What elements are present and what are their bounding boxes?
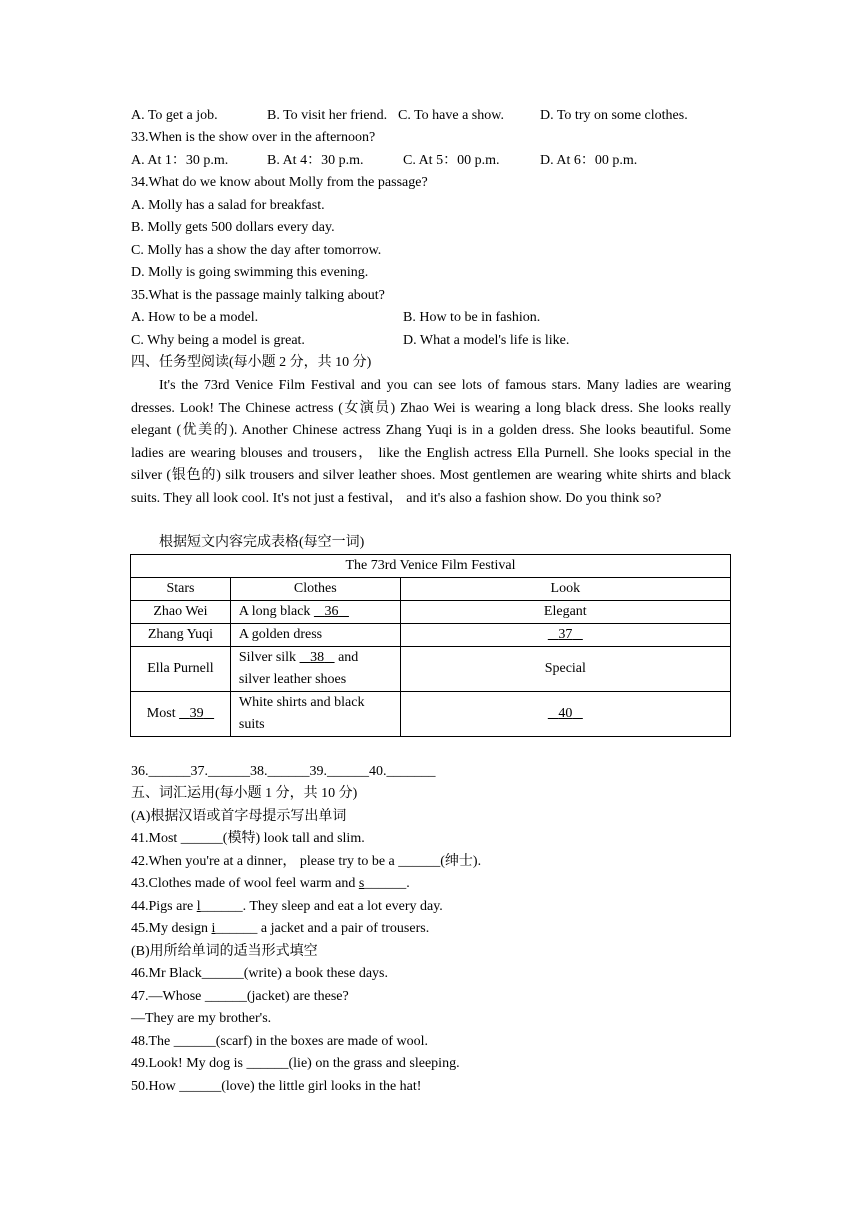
table-row bbox=[131, 601, 731, 624]
q33-stem: 33.When is the show over in the afternoon? bbox=[131, 130, 376, 145]
blank-40: 40 bbox=[558, 706, 573, 721]
blank-37: 37 bbox=[558, 627, 573, 642]
q47-reply: —They are my brother's. bbox=[131, 1011, 272, 1026]
q50: 50.How ______(love) the little girl looks in the hat! bbox=[131, 1079, 422, 1094]
q35-option-b: B. How to be in fashion. bbox=[403, 310, 541, 325]
q34-stem: 34.What do we know about Molly from the passage? bbox=[131, 175, 428, 190]
look-cell bbox=[400, 692, 730, 737]
q41: 41.Most ______(模特) look tall and slim. bbox=[131, 831, 365, 846]
q46: 46.Mr Black______(write) a book these days. bbox=[131, 966, 388, 981]
q32-option-a: A. To get a job. bbox=[131, 108, 218, 123]
q35-option-a: A. How to be a model. bbox=[131, 310, 259, 325]
q34-option-b: B. Molly gets 500 dollars every day. bbox=[131, 220, 335, 235]
q48: 48.The ______(scarf) in the boxes are made of wool. bbox=[131, 1034, 429, 1049]
star-cell: Zhao Wei bbox=[131, 601, 231, 624]
q43: 43.Clothes made of wool feel warm and s______. bbox=[131, 876, 410, 891]
header-clothes: Clothes bbox=[230, 578, 400, 601]
clothes-cell: Silver silk 38 and silver leather shoes bbox=[230, 647, 400, 692]
star-cell: Zhang Yuqi bbox=[131, 624, 231, 647]
reading-passage bbox=[131, 375, 731, 510]
table-header-row bbox=[131, 578, 731, 601]
q33-option-c: C. At 5：00 p.m. bbox=[403, 153, 500, 168]
star-cell: Most 39 bbox=[131, 692, 231, 737]
q32-option-c: C. To have a show. bbox=[398, 108, 504, 123]
festival-table bbox=[130, 554, 731, 737]
q47: 47.—Whose ______(jacket) are these? bbox=[131, 989, 349, 1004]
table-instruction: 根据短文内容完成表格(每空一词) bbox=[159, 535, 365, 550]
section4-heading: 四、任务型阅读(每小题 2 分，共 10 分) bbox=[131, 355, 372, 370]
q42: 42.When you're at a dinner， please try to be a ______(绅士). bbox=[131, 854, 482, 869]
header-stars: Stars bbox=[131, 578, 231, 601]
q44-hint: l bbox=[196, 899, 201, 914]
section5-part-b: (B)用所给单词的适当形式填空 bbox=[131, 944, 318, 959]
table-title: The 73rd Venice Film Festival bbox=[131, 555, 731, 578]
blank-39: 39 bbox=[189, 706, 204, 721]
q45: 45.My design i______ a jacket and a pair of trousers. bbox=[131, 921, 430, 936]
q34-option-a: A. Molly has a salad for breakfast. bbox=[131, 198, 325, 213]
look-cell: Elegant bbox=[400, 601, 730, 624]
clothes-cell: A long black 36 bbox=[230, 601, 400, 624]
look-cell: Special bbox=[400, 647, 730, 692]
q33-option-d: D. At 6：00 p.m. bbox=[540, 153, 638, 168]
table-title-row bbox=[131, 555, 731, 578]
header-look: Look bbox=[400, 578, 730, 601]
section5-part-a: (A)根据汉语或首字母提示写出单词 bbox=[131, 809, 347, 824]
q45-hint: i bbox=[211, 921, 216, 936]
star-cell: Ella Purnell bbox=[131, 647, 231, 692]
blank-38: 38 bbox=[310, 650, 325, 665]
table-row bbox=[131, 692, 731, 737]
q43-hint: s bbox=[358, 876, 365, 891]
q35-stem: 35.What is the passage mainly talking about? bbox=[131, 288, 385, 303]
table-row bbox=[131, 624, 731, 647]
q34-option-d: D. Molly is going swimming this evening. bbox=[131, 265, 369, 280]
q32-option-d: D. To try on some clothes. bbox=[540, 108, 688, 123]
answer-line: 36.______37.______38.______39.______40._______ bbox=[131, 764, 436, 779]
q49: 49.Look! My dog is ______(lie) on the grass and sleeping. bbox=[131, 1056, 460, 1071]
q33-option-a: A. At 1：30 p.m. bbox=[131, 153, 229, 168]
q44: 44.Pigs are l______. They sleep and eat a lot every day. bbox=[131, 899, 443, 914]
blank-36: 36 bbox=[324, 604, 339, 619]
q35-option-d: D. What a model's life is like. bbox=[403, 333, 570, 348]
q34-option-c: C. Molly has a show the day after tomorrow. bbox=[131, 243, 382, 258]
section5-heading: 五、词汇运用(每小题 1 分，共 10 分) bbox=[131, 786, 358, 801]
q32-option-b: B. To visit her friend. bbox=[267, 108, 388, 123]
q33-option-b: B. At 4：30 p.m. bbox=[267, 153, 364, 168]
q35-option-c: C. Why being a model is great. bbox=[131, 333, 305, 348]
clothes-cell: White shirts and black suits bbox=[230, 692, 400, 737]
clothes-cell: A golden dress bbox=[230, 624, 400, 647]
table-row bbox=[131, 647, 731, 692]
look-cell bbox=[400, 624, 730, 647]
passage-text: It's the 73rd Venice Film Festival and you can see lots of famous stars. Many ladies are wearing dresses. Look! The Chinese actress (女演员) Zhao Wei is wearing a long black dress. She looks really elegant (优美的). Another Chinese actress Zhang Yuqi is in a golden dress. She looks beautiful. Some ladies are wearing blouses and trousers， like the English actress Ella Purnell. She looks special in the silver (银色的) silk trousers and silver leather shoes. Most gentlemen are wearing white shirts and black suits. They all look cool. It's not just a festival， and it's also a fashion show. Do you think so? bbox=[131, 378, 731, 506]
